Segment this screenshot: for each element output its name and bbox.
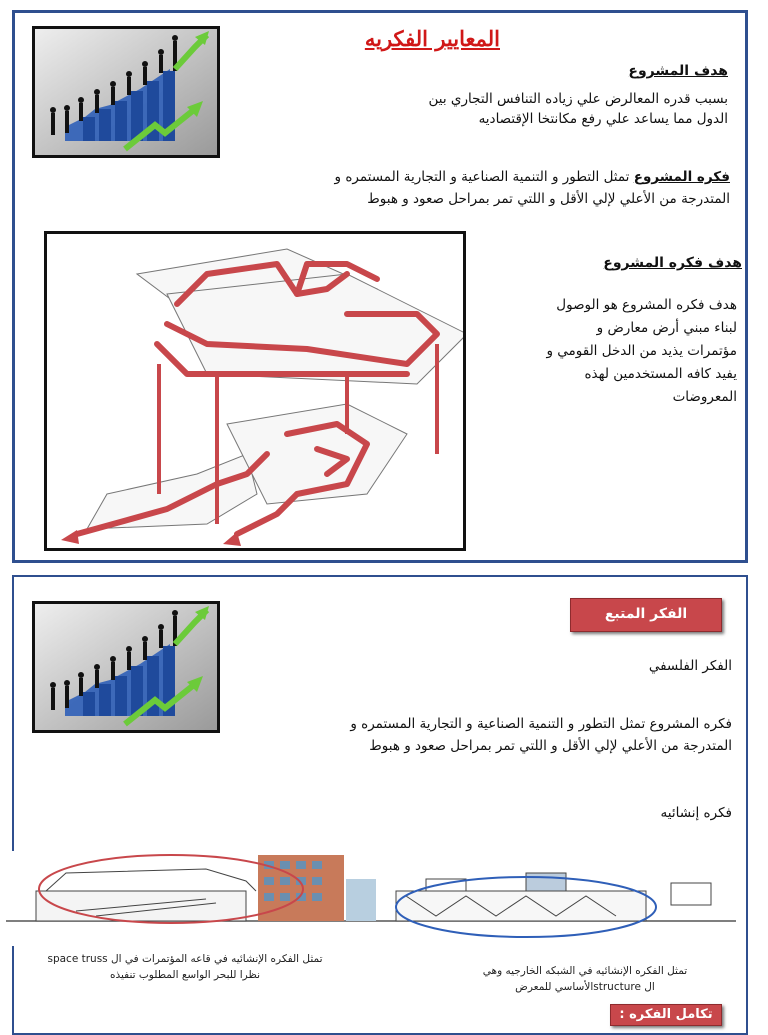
- concept-plan-diagram: [44, 231, 466, 551]
- idea-goal-line2: لبناء مبني أرض معارض و: [596, 320, 737, 336]
- growth-chart-graphic: [35, 29, 217, 155]
- idea-text-line1: [250, 167, 730, 187]
- goal-text-line1: بسبب قدره المعالرض علي زياده التنافس التجاري بين: [428, 91, 728, 107]
- concept-plan-graphic: [47, 234, 463, 548]
- idea-heading: فكره المشروع: [633, 169, 730, 185]
- growth-chart-image: [32, 26, 220, 158]
- growth-chart-image-2: [32, 601, 220, 733]
- idea2-text-line2: المتدرجة من الأعلي لإلي الأقل و اللتي تمر بمراحل صعود و هبوط: [369, 738, 732, 754]
- idea-goal-heading: هدف فكره المشروع: [603, 255, 742, 271]
- elevation-graphic: [6, 851, 736, 946]
- caption-left-line1: تمثل الفكره الإنشائيه في قاعه المؤتمرات في ال space truss: [47, 953, 323, 965]
- caption-right-line2: ال structureالأساسي للمعرض: [515, 981, 655, 993]
- structural-label: فكره إنشائيه: [660, 805, 732, 821]
- caption-left-line2: نظرا للبحر الواسع المطلوب تنفيذه: [109, 969, 261, 981]
- idea2-text-line1: فكره المشروع تمثل التطور و التنمية الصناعية و التجارية المستمره و: [350, 716, 732, 732]
- idea-goal-line5: المعروضات: [672, 389, 737, 405]
- idea-text-rest: تمثل التطور و التنمية الصناعية و التجارية المستمره و: [334, 169, 634, 185]
- growth-chart-graphic-2: [35, 604, 217, 730]
- idea-goal-line3: مؤتمرات يذيد من الدخل القومي و: [546, 343, 737, 359]
- integration-badge: تكامل الفكره :: [610, 1004, 722, 1026]
- goal-heading: هدف المشروع: [628, 63, 728, 79]
- idea-text-line2: المتدرجة من الأعلي لإلي الأقل و اللتي تمر بمراحل صعود و هبوط: [367, 191, 730, 207]
- caption-right-line1: تمثل الفكره الإنشائيه في الشبكه الخارجيه وهي: [482, 965, 688, 977]
- elevation-drawing: [6, 851, 736, 946]
- idea-goal-line1: هدف فكره المشروع هو الوصول: [556, 297, 737, 313]
- followed-thought-badge: الفكر المتبع: [570, 598, 722, 632]
- goal-text-line2: الدول مما يساعد علي رفع مكانتخا الإقتصاديه: [478, 111, 728, 127]
- idea-goal-line4: يفيد كافه المستخدمين لهذه: [584, 366, 737, 382]
- page-title: المعايير الفكريه: [364, 26, 500, 51]
- philosophy-label: الفكر الفلسفي: [648, 658, 732, 674]
